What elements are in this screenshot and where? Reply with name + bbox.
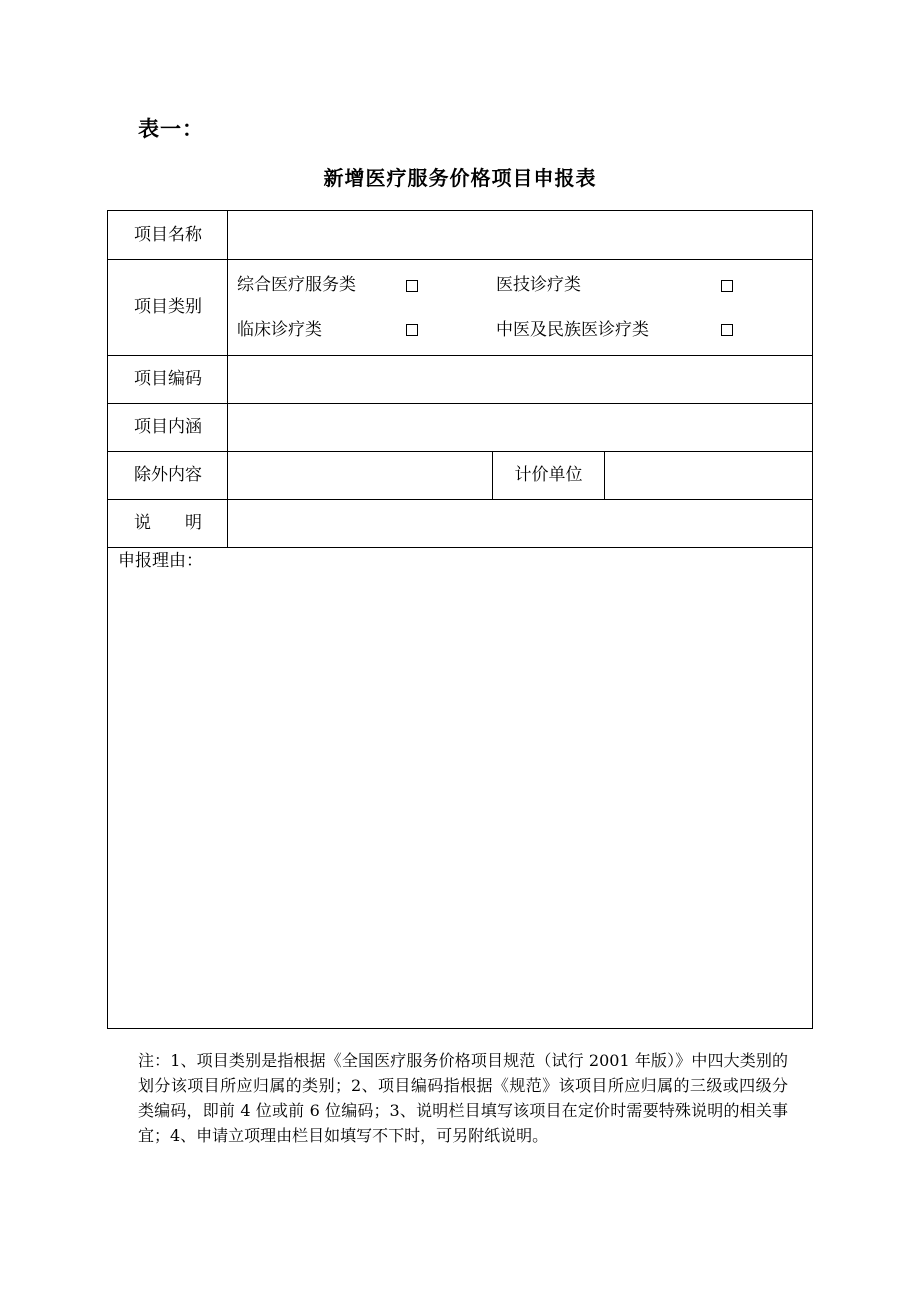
form-title: 新增医疗服务价格项目申报表 (323, 166, 597, 190)
project-name-field[interactable] (228, 211, 812, 259)
project-code-label: 项目编码 (134, 369, 202, 389)
reason-label: 申报理由： (118, 551, 203, 571)
category-checkbox-medical-technology[interactable] (721, 280, 733, 292)
category-option-label: 医技诊疗类 (496, 275, 581, 295)
category-option-label: 临床诊疗类 (237, 320, 322, 340)
table-number-label: 表一： (138, 116, 204, 141)
project-content-label: 项目内涵 (134, 417, 202, 437)
category-checkbox-tcm-ethnic[interactable] (721, 324, 733, 336)
project-code-field[interactable] (228, 356, 812, 403)
row-divider (108, 547, 812, 548)
project-content-field[interactable] (228, 404, 812, 451)
excluded-content-field[interactable] (228, 452, 492, 499)
project-name-label: 项目名称 (134, 225, 202, 245)
excluded-content-label: 除外内容 (134, 465, 202, 485)
category-option-label: 中医及民族医诊疗类 (496, 320, 649, 340)
pricing-unit-field[interactable] (605, 452, 812, 499)
category-option-label: 综合医疗服务类 (237, 275, 356, 295)
description-field[interactable] (228, 500, 812, 547)
category-checkbox-clinical[interactable] (406, 324, 418, 336)
project-category-label: 项目类别 (134, 297, 202, 317)
row-divider (108, 259, 812, 260)
notes-paragraph: 注：1、项目类别是指根据《全国医疗服务价格项目规范（试行 2001 年版）》中四大类别的划分该项目所应归属的类别；2、项目编码指根据《规范》该项目所应归属的三级或四级分类编码，即前 4 位或前 6 位编码；3、说明栏目填写该项目在定价时需要特殊说明的相关事宜；4、申请立项理由栏目如填写不下时，可另附纸说明。 (138, 1051, 788, 1145)
application-form-table (107, 210, 813, 1029)
pricing-unit-label: 计价单位 (514, 465, 583, 485)
description-label: 说 明 (134, 513, 202, 533)
reason-field[interactable] (108, 575, 812, 1028)
category-checkbox-comprehensive[interactable] (406, 280, 418, 292)
